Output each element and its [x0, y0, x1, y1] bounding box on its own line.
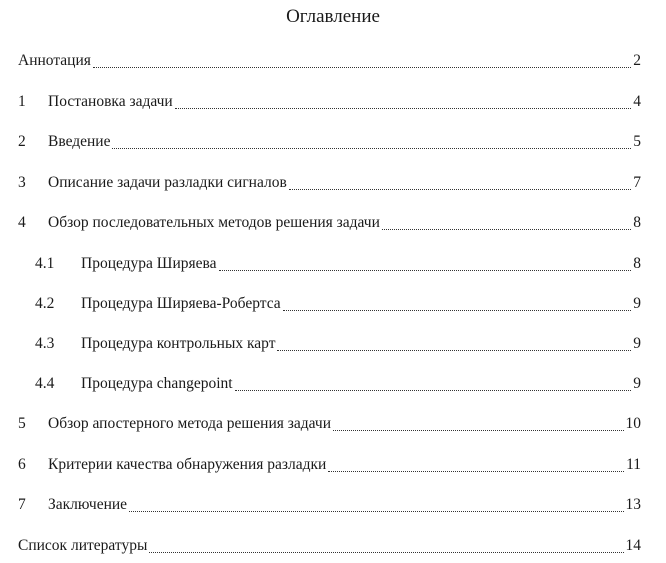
toc-entry-7[interactable] [18, 494, 641, 516]
toc-entry-page: 2 [633, 52, 641, 69]
toc-entry-number: 2 [18, 133, 26, 150]
toc-entry-page: 8 [633, 214, 641, 231]
toc-entry-number: 5 [18, 415, 26, 432]
toc-leader [235, 390, 632, 391]
toc-entry-page: 11 [626, 456, 641, 473]
toc-entry-4-1[interactable] [35, 253, 641, 275]
toc-entry-text: Введение [48, 133, 111, 150]
toc-entry-2[interactable] [18, 131, 641, 153]
toc-entry-3[interactable] [18, 172, 641, 194]
toc-leader [328, 471, 624, 472]
toc-entry-text: Обзор апостерного метода решения задачи [48, 415, 331, 432]
toc-entry-text: Процедура Ширяева [81, 255, 217, 272]
toc-entry-text: Процедура Ширяева-Робертса [81, 295, 281, 312]
toc-entry-number: 4.1 [35, 255, 55, 272]
toc-leader [333, 430, 624, 431]
toc-leader [175, 108, 632, 109]
toc-entry-5[interactable] [18, 413, 641, 435]
toc-entry-page: 7 [633, 174, 641, 191]
toc-entry-page: 9 [633, 375, 641, 392]
toc-entry-page: 4 [633, 93, 641, 110]
toc-entry-4[interactable] [18, 212, 641, 234]
toc-entry-references[interactable] [18, 535, 641, 557]
toc-entry-number: 7 [18, 496, 26, 513]
toc-entry-number: 4.3 [35, 335, 55, 352]
toc-leader [93, 67, 631, 68]
toc-entry-text: Обзор последовательных методов решения задачи [48, 214, 380, 231]
toc-entry-number: 4.4 [35, 375, 55, 392]
toc-entry-page: 13 [625, 496, 641, 513]
toc-entry-text: Процедура changepoint [81, 375, 233, 392]
toc-leader [289, 189, 631, 190]
toc-entry-text: Описание задачи разладки сигналов [48, 174, 287, 191]
toc-entry-number: 3 [18, 174, 26, 191]
toc-entry-6[interactable] [18, 454, 641, 476]
toc-title: Оглавление [286, 6, 380, 27]
toc-entry-page: 8 [633, 255, 641, 272]
toc-entry-text: Заключение [48, 496, 128, 513]
toc-leader [112, 148, 631, 149]
toc-entry-page: 5 [633, 133, 641, 150]
toc-entry-4-3[interactable] [35, 333, 641, 355]
toc-entry-page: 10 [625, 415, 641, 432]
toc-leader [277, 350, 631, 351]
toc-entry-number: 4.2 [35, 295, 55, 312]
toc-entry-number: 6 [18, 456, 26, 473]
toc-leader [149, 552, 623, 553]
toc-entry-4-4[interactable] [35, 373, 641, 395]
toc-leader [129, 511, 623, 512]
toc-entry-number: 4 [18, 214, 26, 231]
toc-entry-text: Постановка задачи [48, 93, 173, 110]
toc-leader [219, 270, 632, 271]
toc-entry-text: Список литературы [18, 537, 148, 554]
toc-entry-page: 14 [625, 537, 641, 554]
toc-entry-annotation[interactable] [18, 50, 641, 72]
toc-entry-page: 9 [633, 335, 641, 352]
toc-entry-number: 1 [18, 93, 26, 110]
toc-entry-text: Процедура контрольных карт [81, 335, 276, 352]
toc-entry-1[interactable] [18, 91, 641, 113]
toc-entry-text: Критерии качества обнаружения разладки [48, 456, 327, 473]
toc-entry-text: Аннотация [18, 52, 91, 69]
toc-leader [283, 310, 632, 311]
toc-leader [382, 229, 631, 230]
toc-entry-4-2[interactable] [35, 293, 641, 315]
toc-entry-page: 9 [633, 295, 641, 312]
